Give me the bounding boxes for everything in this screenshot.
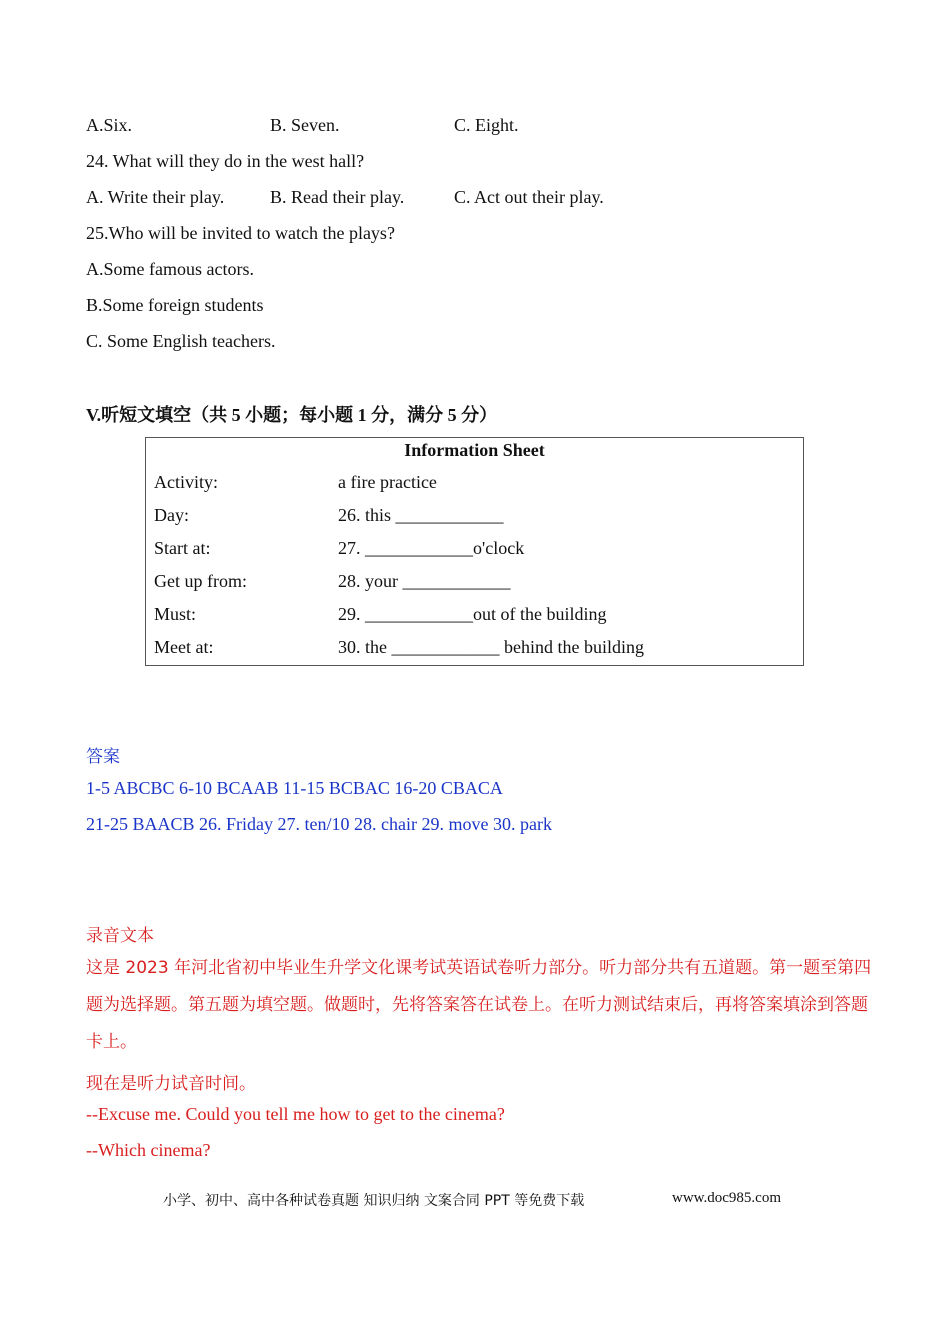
q25-option-b: B.Some foreign students xyxy=(86,295,264,315)
row-value: a fire practice xyxy=(338,472,437,492)
answers-line-2: 21-25 BAACB 26. Friday 27. ten/10 28. chair 29. move 30. park xyxy=(86,814,552,834)
table-row xyxy=(154,571,794,595)
section-5-title: V.听短文填空（共 5 小题；每小题 1 分，满分 5 分） xyxy=(86,405,498,425)
row-value: 26. this ____________ xyxy=(338,505,504,525)
table-row xyxy=(154,472,794,496)
row-label: Activity: xyxy=(154,472,218,492)
q25-option-a: A.Some famous actors. xyxy=(86,259,254,279)
row-label: Get up from: xyxy=(154,571,247,591)
information-sheet-table xyxy=(145,437,804,666)
q23-option-c: C. Eight. xyxy=(454,115,519,135)
footer-text: 小学、初中、高中各种试卷真题 知识归纳 文案合同 PPT 等免费下载 xyxy=(163,1193,585,1209)
q25-option-c: C. Some English teachers. xyxy=(86,331,276,351)
q24-option-c: C. Act out their play. xyxy=(454,187,604,207)
answers-heading: 答案 xyxy=(86,747,120,767)
q24-question: 24. What will they do in the west hall? xyxy=(86,151,365,171)
row-value: 28. your ____________ xyxy=(338,571,511,591)
transcript-dialogue-2: --Which cinema? xyxy=(86,1140,211,1160)
q24-option-b: B. Read their play. xyxy=(270,187,405,207)
row-label: Must: xyxy=(154,604,197,624)
row-label: Day: xyxy=(154,505,189,525)
answers-line-1: 1-5 ABCBC 6-10 BCAAB 11-15 BCBAC 16-20 CBACA xyxy=(86,778,503,798)
transcript-dialogue-1: --Excuse me. Could you tell me how to get to the cinema? xyxy=(86,1104,505,1124)
q25-question: 25.Who will be invited to watch the plays? xyxy=(86,223,395,243)
information-sheet-title: Information Sheet xyxy=(404,440,545,460)
footer-website-link[interactable]: www.doc985.com xyxy=(672,1190,782,1206)
transcript-paragraph: 这是 2023 年河北省初中毕业生升学文化课考试英语试卷听力部分。听力部分共有五道题。第一题至第四题为选择题。第五题为填空题。做题时，先将答案答在试卷上。在听力测试结束后，再将答案填涂到答题卡上。 xyxy=(86,958,872,1052)
row-value: 27. ____________o'clock xyxy=(338,538,525,558)
transcript-trial-line: 现在是听力试音时间。 xyxy=(86,1074,256,1094)
row-value: 29. ____________out of the building xyxy=(338,604,607,624)
table-row xyxy=(154,505,794,529)
row-label: Start at: xyxy=(154,538,211,558)
table-row xyxy=(154,604,794,628)
q23-option-a: A.Six. xyxy=(86,115,133,135)
row-label: Meet at: xyxy=(154,637,214,657)
q24-option-a: A. Write their play. xyxy=(86,187,225,207)
table-row xyxy=(154,538,794,562)
transcript-heading: 录音文本 xyxy=(86,926,154,946)
row-value: 30. the ____________ behind the building xyxy=(338,637,644,657)
q23-option-b: B. Seven. xyxy=(270,115,340,135)
table-row xyxy=(154,637,794,661)
